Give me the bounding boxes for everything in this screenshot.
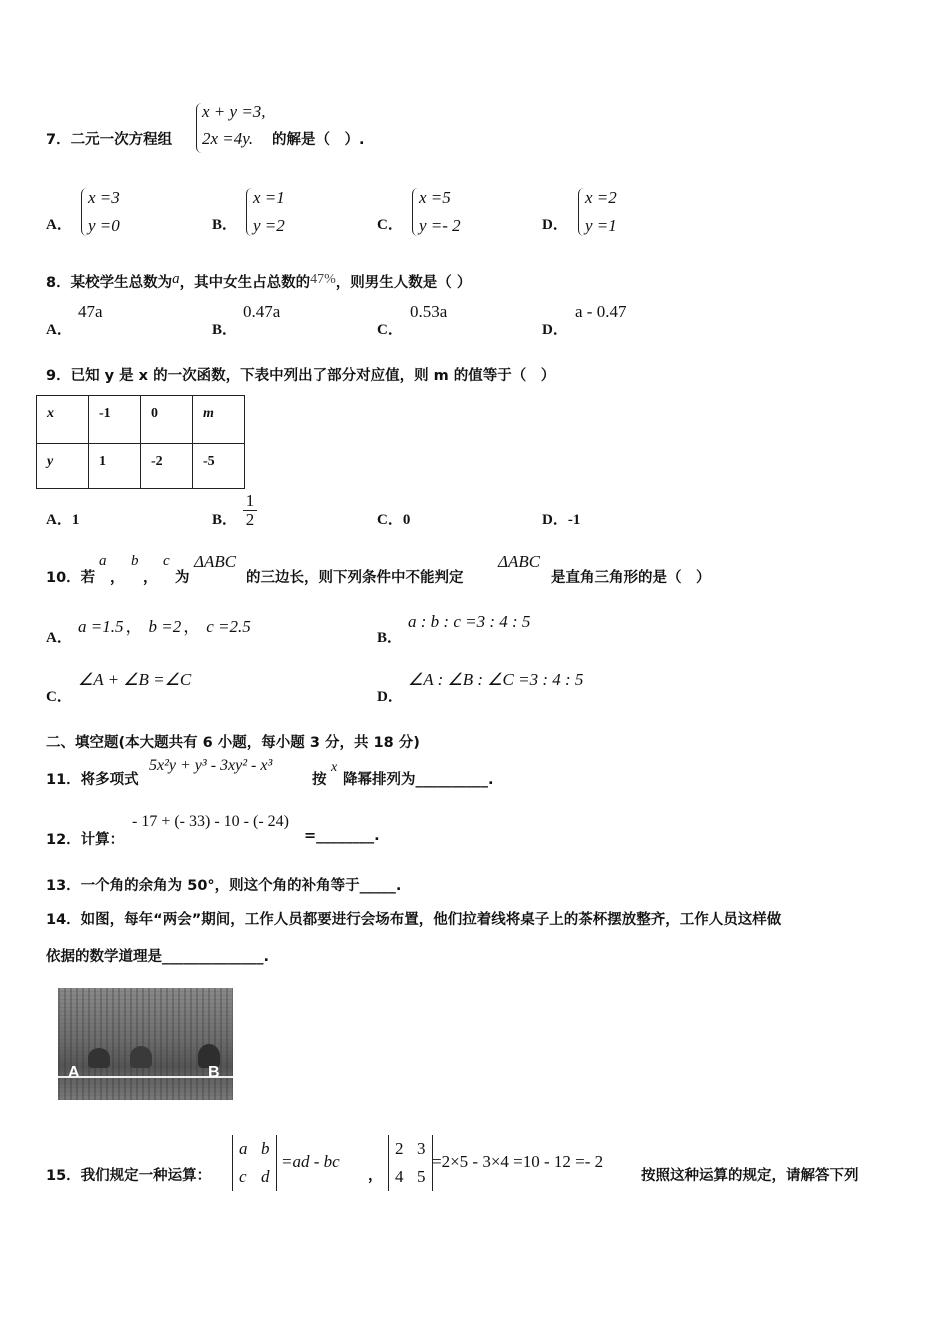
y-header: y <box>47 454 54 469</box>
q9-option-c[interactable] <box>377 508 410 529</box>
q7-option-d <box>585 184 617 240</box>
q7-d-eq2: y =1 <box>585 216 617 235</box>
q10-sep2: ， <box>143 570 158 586</box>
fraction-denominator: 2 <box>243 510 257 529</box>
q8-option-b: 0.47a <box>243 302 281 321</box>
q7-b-eq1: x =1 <box>253 188 285 207</box>
q8-part3: ，则男生人数是（ ） <box>335 275 472 291</box>
q15-determinant-definition <box>232 1135 277 1191</box>
det-b: b <box>261 1139 270 1158</box>
q8-var-a: a <box>172 271 180 287</box>
q10-option-c-label[interactable]: C． <box>46 689 72 705</box>
q8-part2: ，其中女生占总数的 <box>179 275 311 291</box>
q7-number: 7．二元一次方程组 <box>46 132 173 148</box>
q12-expression: - 17 + (- 33) - 10 - (- 24) <box>132 813 289 830</box>
det-a: a <box>239 1139 248 1158</box>
q10-var-c: c <box>163 553 170 569</box>
det-4: 4 <box>395 1167 404 1186</box>
q10-option-b: a : b : c =3 : 4 : 5 <box>408 612 531 631</box>
q15-determinant-example <box>388 1135 433 1191</box>
q7-system <box>202 98 266 152</box>
q9-d-text: -1 <box>567 512 581 528</box>
det-2: 2 <box>395 1139 404 1158</box>
table-cell <box>37 396 89 444</box>
q10-var-a: a <box>99 553 107 569</box>
q10-triangle-1: ΔABC <box>194 552 237 571</box>
section-2-heading: 二、填空题(本大题共有 6 小题，每小题 3 分，共 18 分) <box>46 735 420 751</box>
q7-option-c-label[interactable]: C． <box>377 217 403 233</box>
table-cell: -1 <box>89 396 141 444</box>
q9-option-b-label[interactable]: B． <box>212 512 238 528</box>
q9-option-d[interactable] <box>542 508 580 529</box>
q10-part2: 为 <box>175 570 190 586</box>
q11-polynomial: 5x²y + y³ - 3xy² - x³ <box>149 757 273 774</box>
q13-stem: 13．一个角的余角为 50°，则这个角的补角等于_____. <box>46 878 402 894</box>
q11-part2: 按 <box>312 772 327 788</box>
person-silhouette <box>88 1048 110 1068</box>
q10-triangle-2: ΔABC <box>498 552 541 571</box>
q8-option-b-label[interactable]: B． <box>212 322 238 338</box>
q14-conference-photo <box>58 988 233 1100</box>
q7-a-eq1: x =3 <box>88 188 120 207</box>
string-line <box>58 1076 233 1078</box>
q7-option-c-brace <box>412 188 419 236</box>
photo-label-a: A <box>68 1064 80 1081</box>
q7-c-eq1: x =5 <box>419 188 451 207</box>
q10-var-b: b <box>131 553 139 569</box>
q7-option-a-brace <box>81 188 88 236</box>
det-5: 5 <box>417 1167 426 1186</box>
q10-part3: 的三边长，则下列条件中不能判定 <box>246 570 464 586</box>
q9-option-b-fraction <box>243 492 257 529</box>
q7-option-a <box>88 184 120 240</box>
q10-option-d: ∠A : ∠B : ∠C =3 : 4 : 5 <box>408 670 584 689</box>
m-cell: m <box>203 406 214 421</box>
q9-stem: 9．已知 y 是 x 的一次函数，下表中列出了部分对应值，则 m 的值等于（ ） <box>46 368 556 384</box>
q10-option-a <box>78 612 251 637</box>
q12-part1: 12．计算： <box>46 832 125 848</box>
q15-definition: =ad - bc <box>281 1152 340 1171</box>
q10-option-a-label[interactable]: A． <box>46 630 72 646</box>
q7-option-d-label[interactable]: D． <box>542 217 568 233</box>
q10-part4: 是直角三角形的是（ ） <box>551 570 711 586</box>
q10-option-d-label[interactable]: D． <box>377 689 403 705</box>
q11-var-x: x <box>331 760 338 775</box>
q9-option-a[interactable] <box>46 508 79 529</box>
table-cell <box>37 444 89 489</box>
q10-a-sep2: ， <box>183 617 201 636</box>
q7-option-b-label[interactable]: B． <box>212 217 238 233</box>
table-cell: 1 <box>89 444 141 489</box>
q8-stem <box>46 271 471 292</box>
q10-a-part2: b =2 <box>148 617 182 636</box>
fraction-numerator: 1 <box>245 491 255 510</box>
q9-c-text: 0 <box>402 512 411 528</box>
q8-option-c: 0.53a <box>410 302 448 321</box>
table-cell: 0 <box>141 396 193 444</box>
person-silhouette <box>130 1046 152 1068</box>
q10-a-sep1: ， <box>125 617 143 636</box>
q7-option-c <box>419 184 461 240</box>
q10-part1: 10．若 <box>46 570 96 586</box>
q8-option-d: a - 0.47 <box>575 302 627 321</box>
q15-part1: 15．我们规定一种运算： <box>46 1168 212 1184</box>
q7-a-eq2: y =0 <box>88 216 120 235</box>
q14-line1: 14．如图，每年“两会”期间，工作人员都要进行会场布置，他们拉着线将桌子上的茶杯摆放整齐，工作人员这样做 <box>46 912 782 928</box>
q8-option-a-label[interactable]: A． <box>46 322 72 338</box>
x-header: x <box>47 406 54 421</box>
q10-a-part3: c =2.5 <box>206 617 251 636</box>
q7-d-eq1: x =2 <box>585 188 617 207</box>
q15-comma: ， <box>368 1168 383 1184</box>
q15-part2: 按照这种运算的规定，请解答下列 <box>641 1168 859 1184</box>
q8-option-c-label[interactable]: C． <box>377 322 403 338</box>
table-cell: -2 <box>141 444 193 489</box>
table-row <box>37 444 245 489</box>
det-c: c <box>239 1167 247 1186</box>
q9-a-label: A． <box>46 512 72 528</box>
q9-value-table <box>36 395 245 489</box>
q12-part2: =________. <box>304 828 380 844</box>
table-cell <box>193 396 245 444</box>
q10-sep1: ， <box>110 570 125 586</box>
q7-stem <box>46 128 172 149</box>
q8-part1: 8．某校学生总数为 <box>46 275 173 291</box>
q14-line2: 依据的数学道理是______________. <box>46 949 270 965</box>
q7-tail: 的解是（ ）. <box>272 132 365 148</box>
q8-percent: 47% <box>310 272 336 287</box>
q10-option-b-label[interactable]: B． <box>377 630 403 646</box>
q7-option-b <box>253 184 285 240</box>
q7-eq2: 2x =4y. <box>202 129 254 148</box>
photo-label-b: B <box>208 1064 220 1081</box>
det-3: 3 <box>417 1139 426 1158</box>
det-d: d <box>261 1167 270 1186</box>
q11-part1: 11．将多项式 <box>46 772 139 788</box>
q11-part3: 降幂排列为__________. <box>343 772 494 788</box>
q15-example: =2×5 - 3×4 =10 - 12 =- 2 <box>432 1152 604 1171</box>
q7-option-a-label[interactable]: A． <box>46 217 72 233</box>
table-cell: -5 <box>193 444 245 489</box>
q9-c-label: C． <box>377 512 403 528</box>
q7-option-d-brace <box>578 188 585 236</box>
q10-option-c: ∠A + ∠B =∠C <box>78 670 192 689</box>
q8-option-d-label[interactable]: D． <box>542 322 568 338</box>
q9-a-text: 1 <box>71 512 80 528</box>
q9-d-label: D． <box>542 512 568 528</box>
table-row <box>37 396 245 444</box>
q10-a-part1: a =1.5 <box>78 617 124 636</box>
q8-option-a: 47a <box>78 302 103 321</box>
q7-option-b-brace <box>246 188 253 236</box>
q7-c-eq2: y =- 2 <box>419 216 461 235</box>
q7-b-eq2: y =2 <box>253 216 285 235</box>
q7-eq1: x + y =3, <box>202 102 266 121</box>
